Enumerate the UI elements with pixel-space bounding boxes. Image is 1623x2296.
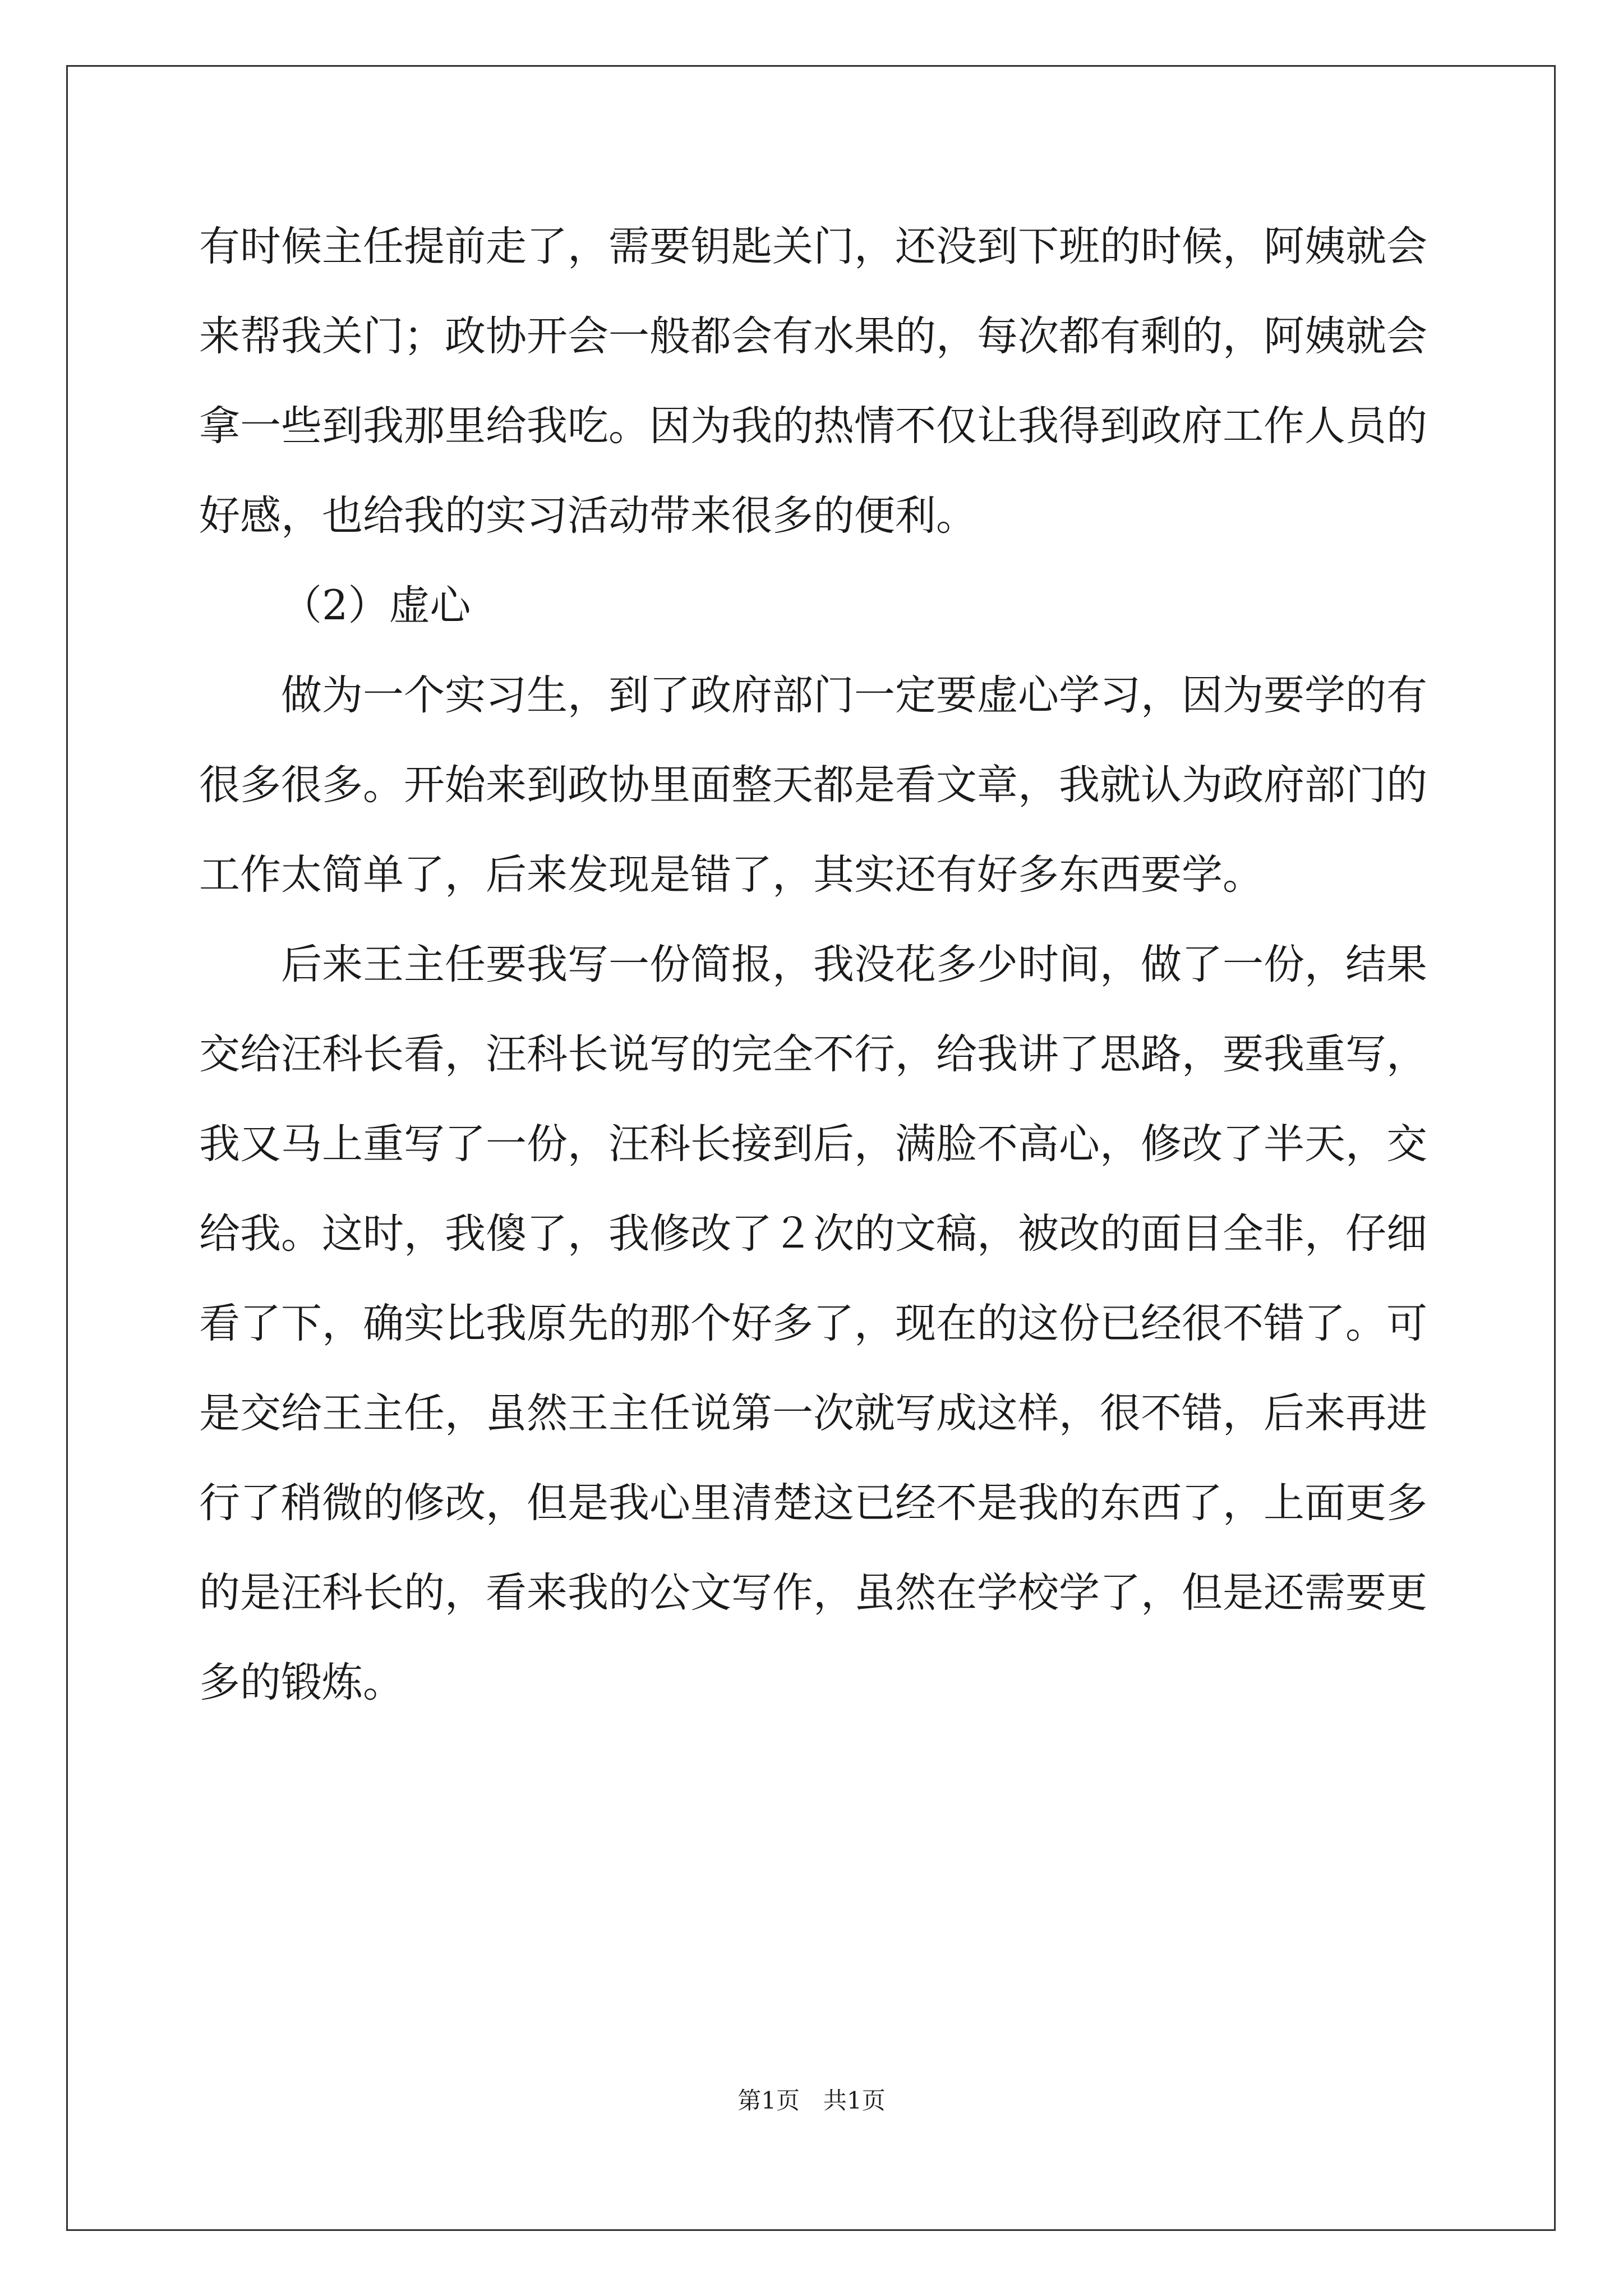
paragraph-line: 是交给王主任，虽然王主任说第一次就写成这样，很不错，后来再进 — [199, 1389, 1427, 1437]
paragraph-line: 的是汪科长的，看来我的公文写作，虽然在学校学了，但是还需要更 — [199, 1569, 1427, 1617]
page-number: 第1页 — [737, 2087, 800, 2114]
paragraph-line: 好感，也给我的实习活动带来很多的便利。 — [199, 492, 977, 540]
paragraph-line: 有时候主任提前走了，需要钥匙关门，还没到下班的时候，阿姨就会 — [199, 223, 1427, 270]
paragraph-line: 给我。这时，我傻了，我修改了２次的文稿，被改的面目全非，仔细 — [199, 1210, 1427, 1258]
page-footer — [0, 2084, 1623, 2118]
paragraph-line: 来帮我关门；政协开会一般都会有水果的，每次都有剩的，阿姨就会 — [199, 312, 1427, 360]
paragraph-line: 行了稍微的修改，但是我心里清楚这已经不是我的东西了，上面更多 — [199, 1479, 1427, 1527]
paragraph-line: 交给汪科长看，汪科长说写的完全不行，给我讲了思路，要我重写， — [199, 1030, 1427, 1078]
document-body — [199, 202, 1427, 1728]
paragraph-line: 我又马上重写了一份，汪科长接到后，满脸不高心，修改了半天，交 — [199, 1120, 1427, 1168]
paragraph-line: 做为一个实习生，到了政府部门一定要虚心学习，因为要学的有 — [281, 671, 1427, 719]
paragraph-line: 多的锻炼。 — [199, 1659, 404, 1706]
paragraph-line: 工作太简单了，后来发现是错了，其实还有好多东西要学。 — [199, 851, 1264, 899]
page-total: 共1页 — [823, 2087, 886, 2114]
paragraph-line: 后来王主任要我写一份简报，我没花多少时间，做了一份，结果 — [281, 941, 1427, 988]
paragraph-line: 拿一些到我那里给我吃。因为我的热情不仅让我得到政府工作人员的 — [199, 402, 1427, 450]
section-heading: （2）虚心 — [281, 582, 471, 629]
paragraph-line: 很多很多。开始来到政协里面整天都是看文章，我就认为政府部门的 — [199, 761, 1427, 809]
paragraph-line: 看了下，确实比我原先的那个好多了，现在的这份已经很不错了。可 — [199, 1300, 1427, 1347]
